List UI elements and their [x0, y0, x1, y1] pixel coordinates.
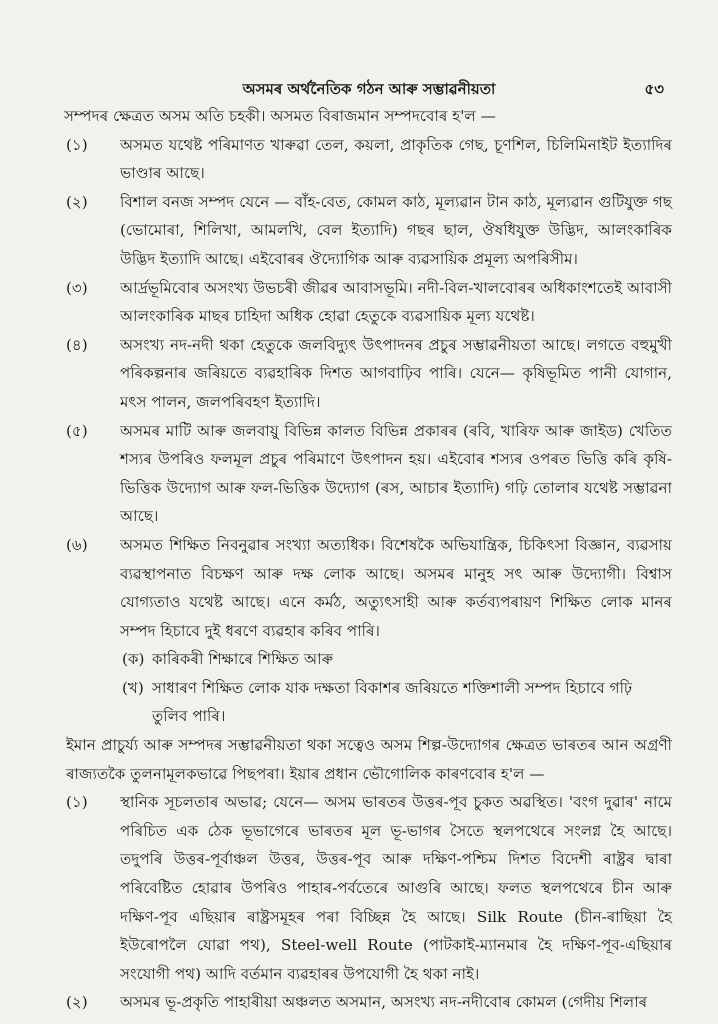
item-text: অসমৰ মাটি আৰু জলবায়ু বিভিন্ন কালত বিভিন্ন প্ৰকাৰৰ (ৰবি, খাৰিফ আৰু জাইড) খেতিত শস্যৰ উপৰিও ফলমূল প্ৰচুৰ পৰিমাণে উৎপাদন হয়। এইবোৰ শস্যৰ ওপৰত ভিত্তি কৰি কৃষি-ভিত্তিক উদ্যোগ আৰু ফল-ভিত্তিক উদ্যোগ (ৰস, আচাৰ ইত্যাদি) গঢ়ি তোলাৰ যথেষ্ট সম্ভাৱনা আছে।	[120, 421, 672, 526]
sub-item-number: (খ)	[122, 678, 144, 697]
resource-list	[66, 131, 672, 731]
sub-item-text: কাৰিকৰী শিক্ষাৰে শিক্ষিত আৰু	[152, 650, 334, 669]
page-header	[66, 78, 672, 100]
item-text: অসমৰ ভূ-প্ৰকৃতি পাহাৰীয়া অঞ্চলত অসমান, অসংখ্য নদ-নদীবোৰ কোমল (গেদীয় শিলাৰ	[120, 993, 648, 1012]
item-text: অসংখ্য নদ-নদী থকা হেতুকে জলবিদ্যুৎ উৎপাদনৰ প্ৰচুৰ সম্ভাৱনীয়তা আছে। লগতে বহুমুখী পৰিকল্পনাৰ জৰিয়তে ব্যৱহাৰিক দিশত আগবাঢ়িব পাৰি। যেনে— কৃষিভূমিত পানী যোগান, মৎস পালন, জলপৰিবহণ ইত্যাদি।	[120, 335, 672, 411]
item-number: (২)	[66, 192, 88, 211]
list-item	[66, 417, 672, 531]
running-title: অসমৰ অৰ্থনৈতিক গঠন আৰু সম্ভাৱনীয়তা	[242, 80, 496, 98]
list-item	[66, 274, 672, 331]
sub-item-text: সাধাৰণ শিক্ষিত লোক যাক দক্ষতা বিকাশৰ জৰিয়তে শক্তিশালী সম্পদ হিচাবে গঢ়ি তুলিব পাৰি।	[152, 678, 633, 726]
intro-paragraph: সম্পদৰ ক্ষেত্ৰত অসম অতি চহকী। অসমত বিৰাজমান সম্পদবোৰ হ'ল —	[64, 107, 496, 125]
item-text: অসমত শিক্ষিত নিবনুৱাৰ সংখ্যা অত্যধিক। বিশেষকৈ অভিযান্ত্ৰিক, চিকিৎসা বিজ্ঞান, ব্যৱসায় ব্যৱস্থাপনাত বিচক্ষণ আৰু দক্ষ লোক আছে। অসমৰ মানুহ সৎ আৰু উদ্যোগী। বিশ্বাস যোগ্যতাও যথেষ্ট আছে। এনে কৰ্মঠ, অত্যুৎসাহী আৰু কৰ্তব্যপৰায়ণ শিক্ষিত লোক মানৰ সম্পদ হিচাবে দুই ধৰণে ব্যৱহাৰ কৰিব পাৰি।	[120, 535, 672, 640]
list-item	[66, 188, 672, 274]
list-item	[66, 988, 672, 1017]
item-number: (৬)	[66, 535, 88, 554]
item-number: (২)	[66, 993, 88, 1012]
item-text: বিশাল বনজ সম্পদ যেনে — বাঁহ-বেত, কোমল কাঠ, মূল্যৱান টান কাঠ, মূল্যৱান গুটিযুক্ত গছ (ভোমোৰা, শিলিখা, আমলখি, বেল ইত্যাদি) গছৰ ছাল, ঔষধিযুক্ত উদ্ভিদ, আলংকাৰিক উদ্ভিদ ইত্যাদি আছে। এইবোৰৰ ঔদ্যোগিক আৰু ব্যৱসায়িক প্ৰমূল্য অপৰিসীম।	[120, 192, 672, 268]
item-text: স্থানিক সূচলতাৰ অভাৱ; যেনে— অসম ভাৰতৰ উত্তৰ-পূব চুকত অৱস্থিত। 'বংগ দুৱাৰ' নামে পৰিচিত এক ঠেক ভূভাগেৰে ভাৰতৰ মূল ভূ-ভাগৰ সৈতে স্থলপথেৰে সংলগ্ন হৈ আছে। তদুপৰি উত্তৰ-পূৰ্বাঞ্চল উত্তৰ, উত্তৰ-পূব আৰু দক্ষিণ-পশ্চিম দিশত বিদেশী ৰাষ্ট্ৰৰ দ্বাৰা পৰিবেষ্টিত হোৱাৰ উপৰিও পাহাৰ-পৰ্বতেৰে আগুৰি আছে। ফলত স্থলপথেৰে চীন আৰু দক্ষিণ-পূব এছিয়াৰ ৰাষ্ট্ৰসমূহৰ পৰা বিচ্ছিন্ন হৈ আছে। Silk Route (চীন-ৰাছিয়া হৈ ইউৰোপলৈ যোৱা পথ), Steel-well Route (পাটকাই-ম্যানমাৰ হৈ দক্ষিণ-পূব-এছিয়াৰ সংযোগী পথ) আদি বৰ্তমান ব্যৱহাৰৰ উপযোগী হৈ থকা নাই।	[120, 793, 672, 983]
item-number: (৩)	[66, 278, 88, 297]
item-number: (১)	[66, 135, 88, 154]
item-number: (৫)	[66, 421, 88, 440]
sub-list-item	[66, 674, 672, 731]
body-paragraph: ইমান প্ৰাচুৰ্য্য আৰু সম্পদৰ সম্ভাৱনীয়তা থকা সত্বেও অসম শিল্প-উদ্যোগৰ ক্ষেত্ৰত ভাৰতৰ আন অগ্ৰণী ৰাজ্যতকৈ তুলনামূলকভাৱে পিছপৰা। ইয়াৰ প্ৰধান ভৌগোলিক কাৰণবোৰ হ'ল —	[66, 736, 672, 783]
item-number: (১)	[66, 793, 88, 812]
list-item	[66, 331, 672, 417]
item-number: (৪)	[66, 335, 88, 354]
item-text: আৰ্দ্ৰভূমিবোৰ অসংখ্য উভচৰী জীৱৰ আবাসভূমি। নদী-বিল-খালবোৰৰ অধিকাংশতেই আবাসী আলংকাৰিক মাছৰ চাহিদা অধিক হোৱা হেতুকে ব্যৱসায়িক মূল্য যথেষ্ট।	[120, 278, 672, 326]
list-item	[66, 788, 672, 988]
item-text: অসমত যথেষ্ট পৰিমাণত খাৰুৱা তেল, কয়লা, প্ৰাকৃতিক গেছ, চূণশিল, চিলিমিনাইট ইত্যাদিৰ ভাণ্ডাৰ আছে।	[120, 135, 672, 183]
reasons-list	[66, 788, 672, 1017]
list-item	[66, 131, 672, 188]
list-item	[66, 531, 672, 645]
sub-item-number: (ক)	[122, 650, 145, 669]
sub-list-item	[66, 645, 672, 674]
page-number: ৫৩	[644, 80, 664, 98]
